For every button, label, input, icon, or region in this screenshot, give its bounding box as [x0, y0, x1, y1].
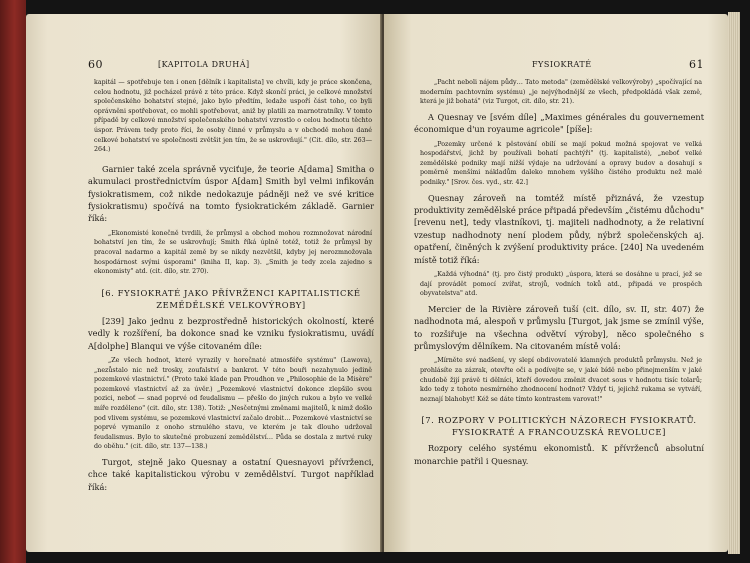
quote-block: „Pozemky určené k pěstování obilí se mají pokud možná spojovat ve velká hospodářství, jichž by používali bohatí pachtýři" (tj. kapitalisté), „neboť velké zemědělské podniky mají nižší výdaje na udržování a opravy budov a dosahují s poměrně menšími nákladům daleko mnohem vyššího čistého produktu než malé podniky." [Srov. čes. vyd., str. 42.]	[420, 140, 702, 186]
paragraph: Mercier de la Rivière zároveň tuší (cit. dílo, sv. II, str. 407) že nadhodnota má, alespoň v průmyslu [Turgot, jak jsme se zmínil výše, to rozšiřuje na všechna odvětví výroby], něco společného s průmyslovým dělníkem. Na citovaném místě volá:	[414, 303, 704, 351]
section-heading: [6. FYSIOKRATÉ JAKO PŘÍVRŽENCI KAPITALISTICKÉ ZEMĚDĚLSKÉ VELKOVÝROBY]	[101, 287, 361, 310]
page-stack-edge	[728, 12, 740, 554]
section-heading: [7. ROZPORY V POLITICKÝCH NÁZORECH FYSIOKRATŮ. FYSIOKRATÉ A FRANCOUZSKÁ REVOLUCE]	[421, 415, 697, 438]
quote-block: „Pacht neboli nájem půdy… Tato metoda" (zemědělské velkovýroby) „spočívající na moderním pachtovním systému) „je nejvýhodnější ze všech, předpokládá však země, která je již bohatá" (viz Turgot, cit. dílo, str. 21).	[420, 79, 702, 106]
paragraph: Rozpory celého systému ekonomistů. K přívrženců absolutní monarchie patřil i Quesnay.	[414, 443, 704, 466]
left-running-header	[88, 60, 374, 78]
paragraph: Garnier také zcela správně vyciťuje, že teorie A[dama] Smitha o akumulaci prostřednictvím úspor A[dam] Smith byl velmi infikován fysiokratismem, což nikde nedokazuje pádněji než ve své kritice fysiokratismu) spočívá na tomto fysiokratickém základě. Garnier říká:	[88, 163, 374, 224]
paragraph: Quesnay zároveň na tomtéž místě přiznává, že vzestup produktivity zemědělské práce připadá především „čistému důchodu" [revenu net], tedy vlastníkovi, tj. majiteli nadhodnoty, a že relativní vzestup nadhodnoty není plodem půdy, nýbrž společenských aj. opatření, činěných k zvýšení produktivity práce. [240] Na uvedeném místě totiž říká:	[414, 192, 704, 265]
quote-block: „Každá výhodná" (tj. pro čistý produkt) „úspora, která se dosáhne u prací, jež se dají provádět pomocí zvířat, strojů, vodních toků atd., připadá ve prospěch obyvatelstva" atd.	[420, 271, 702, 298]
paragraph: [239] Jako jednu z bezprostředně historických okolností, které vedly k rozšíření, ba dokonce snad ke vzniku fysiokratismu, uvádí A[dolphe] Blanqui ve výše citovaném díle:	[88, 315, 374, 351]
quote-block: „Ze všech hodnot, které vyrazily v horečnaté atmosféře systému" (Lawova), „nezůstalo nic než trosky, zoufalství a bankrot. V této bouři nezahynulo jedině pozemkové vlastnictví." (Proto také klade pan Proudhon ve „Philosophie de la Misère" pozemkové vlastnictví až za úvěr.) „Pozemkové vlastnictví dokonce zlepšilo svou pozici, neboť — snad poprvé od feudalismu — přešlo do jiných rukou a bylo ve velké míře rozděleno" (cit. dílo, str. 138). Totiž: „Nesčetnými změnami majitelů, k nimž došlo pod vlivem systému, se pozemkové vlastnictví začalo drobit… Pozemkové vlastnictví se poprvé vymanilo z onoho strnulého stavu, ve kterém je tak dlouho udržoval feudalismus. Bylo to skutečné probuzení zemědělství… Půda se dostala z mrtvé ruky do oběhu." (cit. dílo, str. 137—138.)	[94, 356, 372, 451]
right-page-number: 61	[689, 58, 704, 71]
quote-block: kapitál — spotřebuje ten i onen [dělník i kapitalista] ve chvíli, kdy je práce skončena, celou hodnotu, již pocházel právě z této práce. Když skončí práci, je celkové množství společenského bohatství stejné, jako bylo předtím, ledaže uspoří část toho, co byli oprávněni spotřebovat, co mohli spotřebovat, aniž by platili za marnotratníky. V tomto případě by celkové množství společenského bohatství vzrostlo o celou hodnotu těchto úspor. Právem tedy proto říci, že osoby činné v průmyslu a v obchodě mohou dané celkové bohatství ve společnosti zvětšit jen tím, že se uskrovňují." (Cit. dílo, str. 263—264.)	[94, 79, 372, 154]
left-page-content	[88, 24, 374, 493]
right-running-header	[414, 60, 704, 78]
left-page-number: 60	[88, 58, 103, 71]
right-page	[384, 14, 728, 552]
quote-block: „Ekonomisté konečně tvrdili, že průmysl a obchod mohou rozmnožovat národní bohatství jen tím, že se uskrovňují; Smith říká úplně totéž, totiž že průmysl by pracoval nadarmo a kapitál země by se nikdy nezvětšil, kdyby jej nerozmnožovala hospodárnost svými úsporami" (kniha II, kap. 3). „Smith je tedy zcela zajedno s ekonomisty" atd. (cit. dílo, str. 270).	[94, 229, 372, 276]
paragraph: Turgot, stejně jako Quesnay a ostatní Quesnayovi přívrženci, chce také kapitalistickou výrobu v zemědělství. Turgot například říká:	[88, 456, 374, 492]
right-page-content	[414, 24, 704, 467]
paragraph: A Quesnay ve [svém díle] „Maximes générales du gouvernement économique d'un royaume agricole" [píše]:	[414, 111, 704, 135]
quote-block: „Mírněte své nadšení, vy slepí obdivovatelé klamných produktů průmyslu. Než je prohlásíte za zázrak, otevřte oči a podívejte se, v jaké bídě nebo přinejmenším v jaké chudobě žijí právě ti dělníci, kteří dovedou změnit dvacet sous v hodnotu tisíc tolarů; kdo tedy z tohoto nesmírného zhodnocení hodnot? Vždyť ti, jejichž rukama se vytváří, neznají blahobyt! Kéž se dáte tímto kontrastem varovat!"	[420, 357, 702, 403]
book-cover-edge	[0, 0, 26, 563]
right-running-title: FYSIOKRATÉ	[532, 60, 592, 69]
left-page	[26, 14, 382, 552]
left-running-title: [KAPITOLA DRUHÁ]	[158, 60, 250, 69]
